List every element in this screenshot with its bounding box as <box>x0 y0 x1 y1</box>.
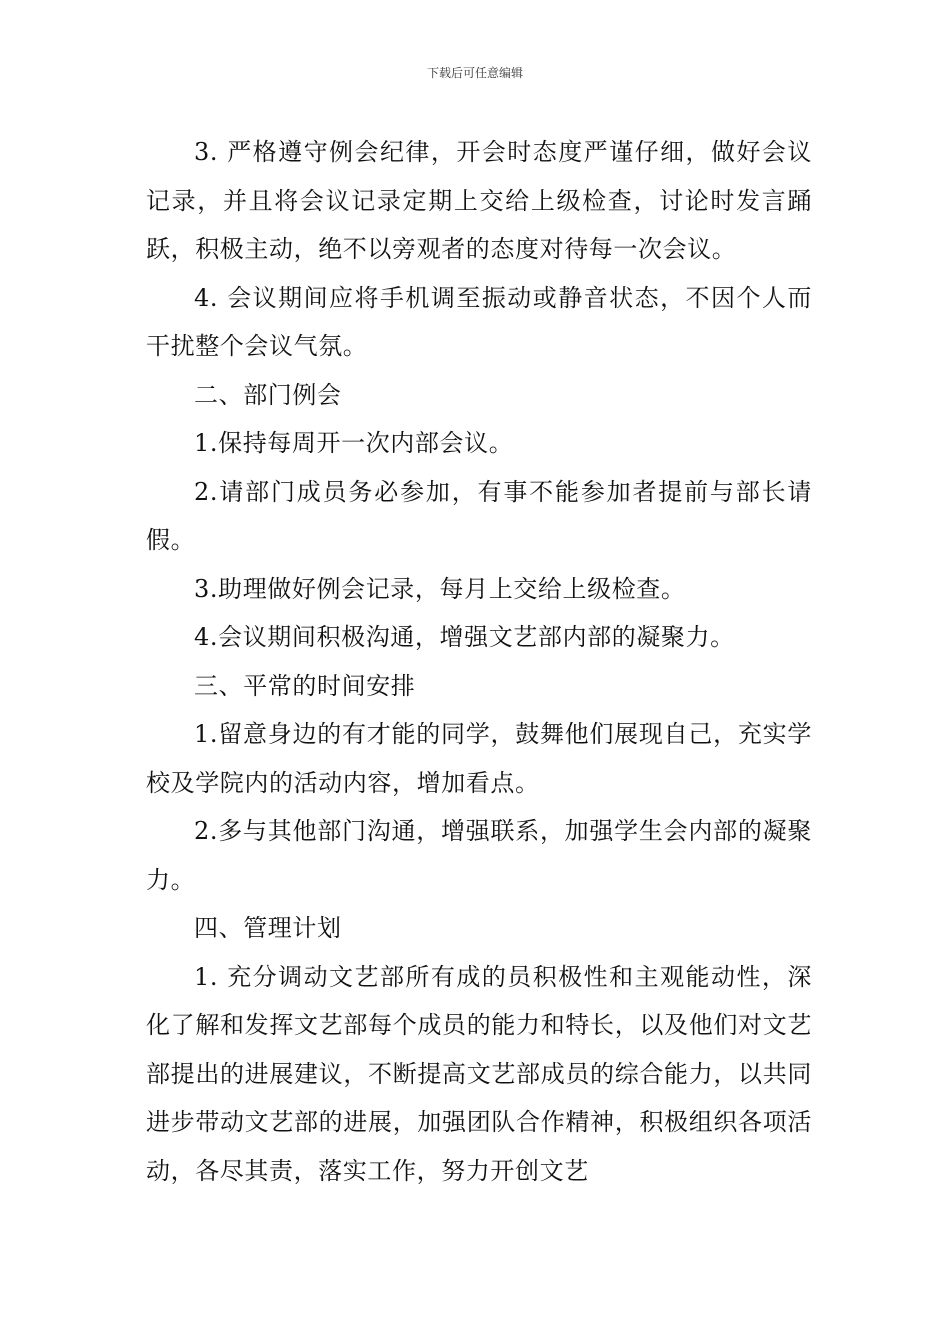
paragraph-meeting-2: 2.请部门成员务必参加，有事不能参加者提前与部长请假。 <box>146 477 812 554</box>
paragraph-schedule-1: 1.留意身边的有才能的同学，鼓舞他们展现自己，充实学校及学院内的活动内容，增加看点。 <box>146 720 812 797</box>
paragraph-meeting-1: 1.保持每周开一次内部会议。 <box>194 429 514 457</box>
document-body <box>146 128 812 1195</box>
paragraph-management-1: 1. 充分调动文艺部所有成的员积极性和主观能动性，深化了解和发挥文艺部每个成员的能力和特长，以及他们对文艺部提出的进展建议，不断提高文艺部成员的综合能力，以共同进步带动文艺部的进展，加强团队合作精神，积极组织各项活动，各尽其责，落实工作，努力开创文艺 <box>146 962 812 1185</box>
paragraph-schedule-2: 2.多与其他部门沟通，增强联系，加强学生会内部的凝聚力。 <box>146 817 812 894</box>
paragraph-rule-4: 4. 会议期间应将手机调至振动或静音状态，不因个人而干扰整个会议气氛。 <box>146 283 812 360</box>
paragraph-rule-3: 3. 严格遵守例会纪律，开会时态度严谨仔细，做好会议记录，并且将会议记录定期上交给上级检查，讨论时发言踊跃，积极主动，绝不以旁观者的态度对待每一次会议。 <box>146 138 812 263</box>
section-heading-schedule: 三、平常的时间安排 <box>194 671 416 700</box>
page-header: 下载后可任意编辑 <box>426 66 523 80</box>
paragraph-meeting-4: 4.会议期间积极沟通，增强文艺部内部的凝聚力。 <box>194 623 735 651</box>
section-heading-management: 四、管理计划 <box>194 914 342 942</box>
section-heading-department-meeting: 二、部门例会 <box>194 380 342 409</box>
paragraph-meeting-3: 3.助理做好例会记录，每月上交给上级检查。 <box>194 574 686 603</box>
